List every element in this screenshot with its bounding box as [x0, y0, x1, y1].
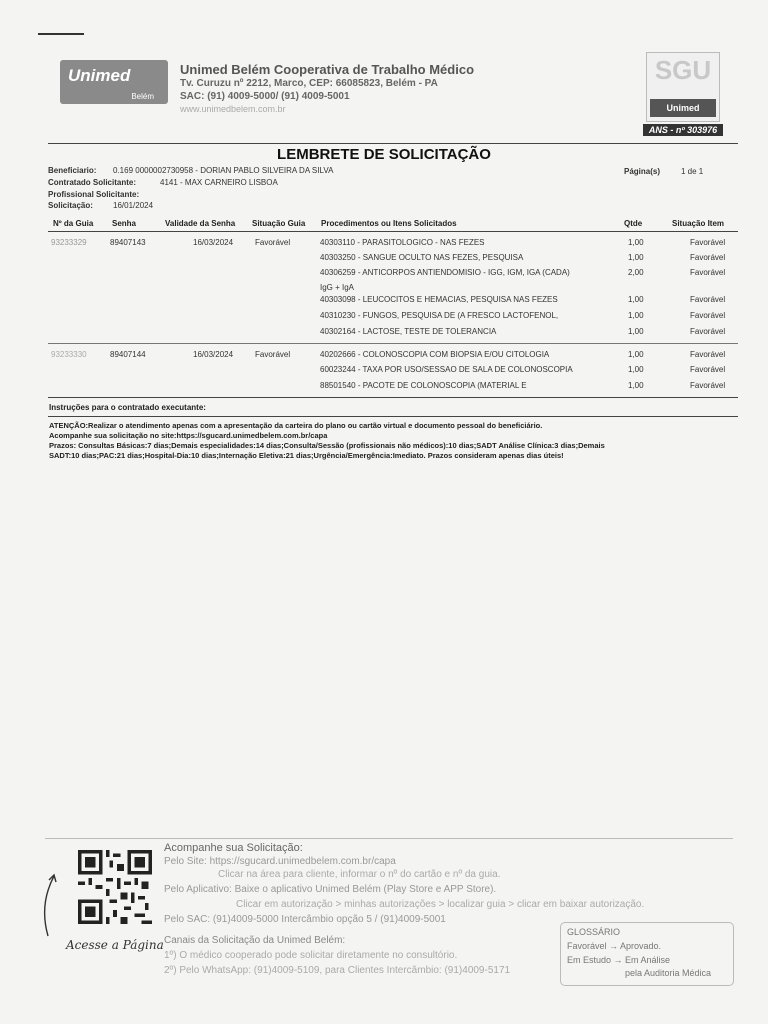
footer-canal-1: 1º) O médico cooperado pode solicitar diretamente no consultório.: [164, 950, 458, 961]
item-qtde: 1,00: [628, 295, 644, 304]
qr-code-icon: [78, 850, 152, 924]
item-situacao: Favorável: [690, 350, 726, 359]
footer-canal-2: 2º) Pelo WhatsApp: (91)4009-5109, para Clientes Intercâmbio: (91)4009-5171: [164, 965, 511, 976]
glossary-favoravel: Favorável → Aprovado.: [567, 941, 662, 951]
group-divider: [48, 343, 738, 344]
item-procedure: 40303110 - PARASITOLOGICO - NAS FEZES: [320, 238, 485, 247]
item-situacao: Favorável: [690, 295, 726, 304]
guia-validade: 16/03/2024: [193, 238, 234, 247]
item-procedure: 40310230 - FUNGOS, PESQUISA DE (A FRESCO LACTOFENOL,: [320, 311, 559, 320]
glossary-em-estudo: Em Estudo → Em Análise: [567, 955, 671, 965]
col-header-situacao-item: Situação Item: [672, 219, 725, 228]
pagina-label: Página(s): [624, 167, 661, 176]
glossary-title: GLOSSÁRIO: [567, 927, 621, 937]
item-situacao: Favorável: [690, 238, 726, 247]
item-situacao: Favorável: [690, 311, 726, 320]
guia-number: 93233330: [51, 350, 87, 359]
item-situacao: Favorável: [690, 268, 726, 277]
org-website: www.unimedbelem.com.br: [180, 104, 286, 114]
guia-senha: 89407144: [110, 350, 146, 359]
footer-divider: [45, 838, 733, 839]
instructions-line: ATENÇÃO:Realizar o atendimento apenas com a apresentação da carteira do plano ou cartão virtual e documento pessoal do beneficiário.: [49, 421, 543, 430]
footer-app: Pelo Aplicativo: Baixe o aplicativo Unimed Belém (Play Store e APP Store).: [164, 884, 497, 895]
guia-number: 93233329: [51, 238, 87, 247]
footer-site-instructions: Clicar na área para cliente, informar o nº do cartão e nº da guia.: [218, 869, 501, 880]
unimed-logo: [60, 60, 168, 104]
item-procedure: 60023244 - TAXA POR USO/SESSAO DE SALA DE COLONOSCOPIA: [320, 365, 573, 374]
col-header-senha: Senha: [112, 219, 137, 228]
instructions-line: Prazos: Consultas Básicas:7 dias;Demais especialidades:14 dias;Consulta/Sessão (profissionais não médicos):10 dias;SADT Análise Clínica:3 dias;Demais: [49, 441, 605, 450]
item-situacao: Favorável: [690, 253, 726, 262]
item-procedure: 40303098 - LEUCOCITOS E HEMACIAS, PESQUISA NAS FEZES: [320, 295, 558, 304]
document-title: LEMBRETE DE SOLICITAÇÃO: [277, 146, 491, 163]
instructions-line: Acompanhe sua solicitação no site:https://sgucard.unimedbelem.com.br/capa: [49, 431, 328, 440]
col-header-qtde: Qtde: [624, 219, 643, 228]
pagina-value: 1 de 1: [681, 167, 704, 176]
item-qtde: 1,00: [628, 350, 644, 359]
item-situacao: Favorável: [690, 327, 726, 336]
guia-situacao: Favorável: [255, 238, 291, 247]
guia-situacao: Favorável: [255, 350, 291, 359]
footer-app-instructions: Clicar em autorização > minhas autorizações > localizar guia > clicar em baixar autorização.: [236, 899, 645, 910]
footer-sac: Pelo SAC: (91)4009-5000 Intercâmbio opção 5 / (91)4009-5001: [164, 914, 446, 925]
table-bottom-divider: [48, 397, 738, 398]
footer-title: Acompanhe sua Solicitação:: [164, 842, 303, 854]
org-sac: SAC: (91) 4009-5000/ (91) 4009-5001: [180, 91, 350, 102]
item-procedure: 40302164 - LACTOSE, TESTE DE TOLERANCIA: [320, 327, 497, 336]
item-procedure: 40306259 - ANTICORPOS ANTIENDOMISIO - IGG, IGM, IGA (CADA): [320, 268, 570, 277]
header-divider: [48, 143, 738, 144]
org-address: Tv. Curuzu nº 2212, Marco, CEP: 66085823, Belém - PA: [180, 78, 438, 89]
scan-mark: [38, 33, 84, 35]
instructions-label: Instruções para o contratado executante:: [49, 403, 206, 412]
sgu-badge-text: SGU: [654, 55, 712, 85]
logo-city: Belém: [131, 92, 154, 101]
instructions-text: [49, 421, 729, 461]
item-procedure: 88501540 - PACOTE DE COLONOSCOPIA (MATERIAL E: [320, 381, 527, 390]
beneficiario-label: Beneficiario:: [48, 166, 97, 175]
glossary-box: [560, 922, 734, 986]
handwritten-note: Acesse a Página: [66, 938, 164, 952]
glossary-em-estudo-cont: pela Auditoria Médica: [625, 968, 712, 978]
item-qtde: 1,00: [628, 311, 644, 320]
org-name: Unimed Belém Cooperativa de Trabalho Médico: [180, 62, 475, 77]
col-header-procedimentos: Procedimentos ou Itens Solicitados: [321, 219, 457, 228]
item-qtde: 1,00: [628, 238, 644, 247]
logo-name: Unimed: [68, 66, 131, 85]
item-qtde: 1,00: [628, 327, 644, 336]
col-header-validade: Validade da Senha: [165, 219, 236, 228]
col-header-situacao-guia: Situação Guia: [252, 219, 306, 228]
item-procedure: 40303250 - SANGUE OCULTO NAS FEZES, PESQUISA: [320, 253, 524, 262]
item-qtde: 1,00: [628, 253, 644, 262]
ans-number: ANS - nº 303976: [643, 124, 723, 136]
item-procedure: 40202666 - COLONOSCOPIA COM BIOPSIA E/OU CITOLOGIA: [320, 350, 550, 359]
beneficiario-value: 0.169 0000002730958 - DORIAN PABLO SILVEIRA DA SILVA: [113, 166, 334, 175]
instructions-line: SADT:10 dias;PAC:21 dias;Hospital-Dia:10 dias;Internação Eletiva:21 dias;Urgência/Emergência:Imediato. Prazos consideram apenas dias úteis!: [49, 451, 564, 460]
contratado-label: Contratado Solicitante:: [48, 178, 137, 187]
solicitacao-value: 16/01/2024: [113, 201, 154, 210]
profissional-label: Profissional Solicitante:: [48, 190, 140, 199]
instructions-divider: [48, 416, 738, 417]
item-qtde: 1,00: [628, 365, 644, 374]
sgu-badge: [646, 52, 720, 122]
item-qtde: 2,00: [628, 268, 644, 277]
footer-site: Pelo Site: https://sgucard.unimedbelem.com.br/capa: [164, 856, 396, 867]
item-procedure-note: IgG + IgA: [320, 283, 355, 292]
col-header-guia: Nº da Guia: [53, 219, 94, 228]
item-situacao: Favorável: [690, 381, 726, 390]
hand-drawn-arrow-icon: [40, 870, 70, 940]
contratado-value: 4141 - MAX CARNEIRO LISBOA: [160, 178, 278, 187]
sgu-badge-bar: Unimed: [650, 99, 716, 117]
item-qtde: 1,00: [628, 381, 644, 390]
guia-senha: 89407143: [110, 238, 146, 247]
solicitacao-label: Solicitação:: [48, 201, 93, 210]
footer-canais-title: Canais da Solicitação da Unimed Belém:: [164, 935, 346, 946]
guia-validade: 16/03/2024: [193, 350, 234, 359]
table-header-divider: [48, 231, 738, 232]
item-situacao: Favorável: [690, 365, 726, 374]
